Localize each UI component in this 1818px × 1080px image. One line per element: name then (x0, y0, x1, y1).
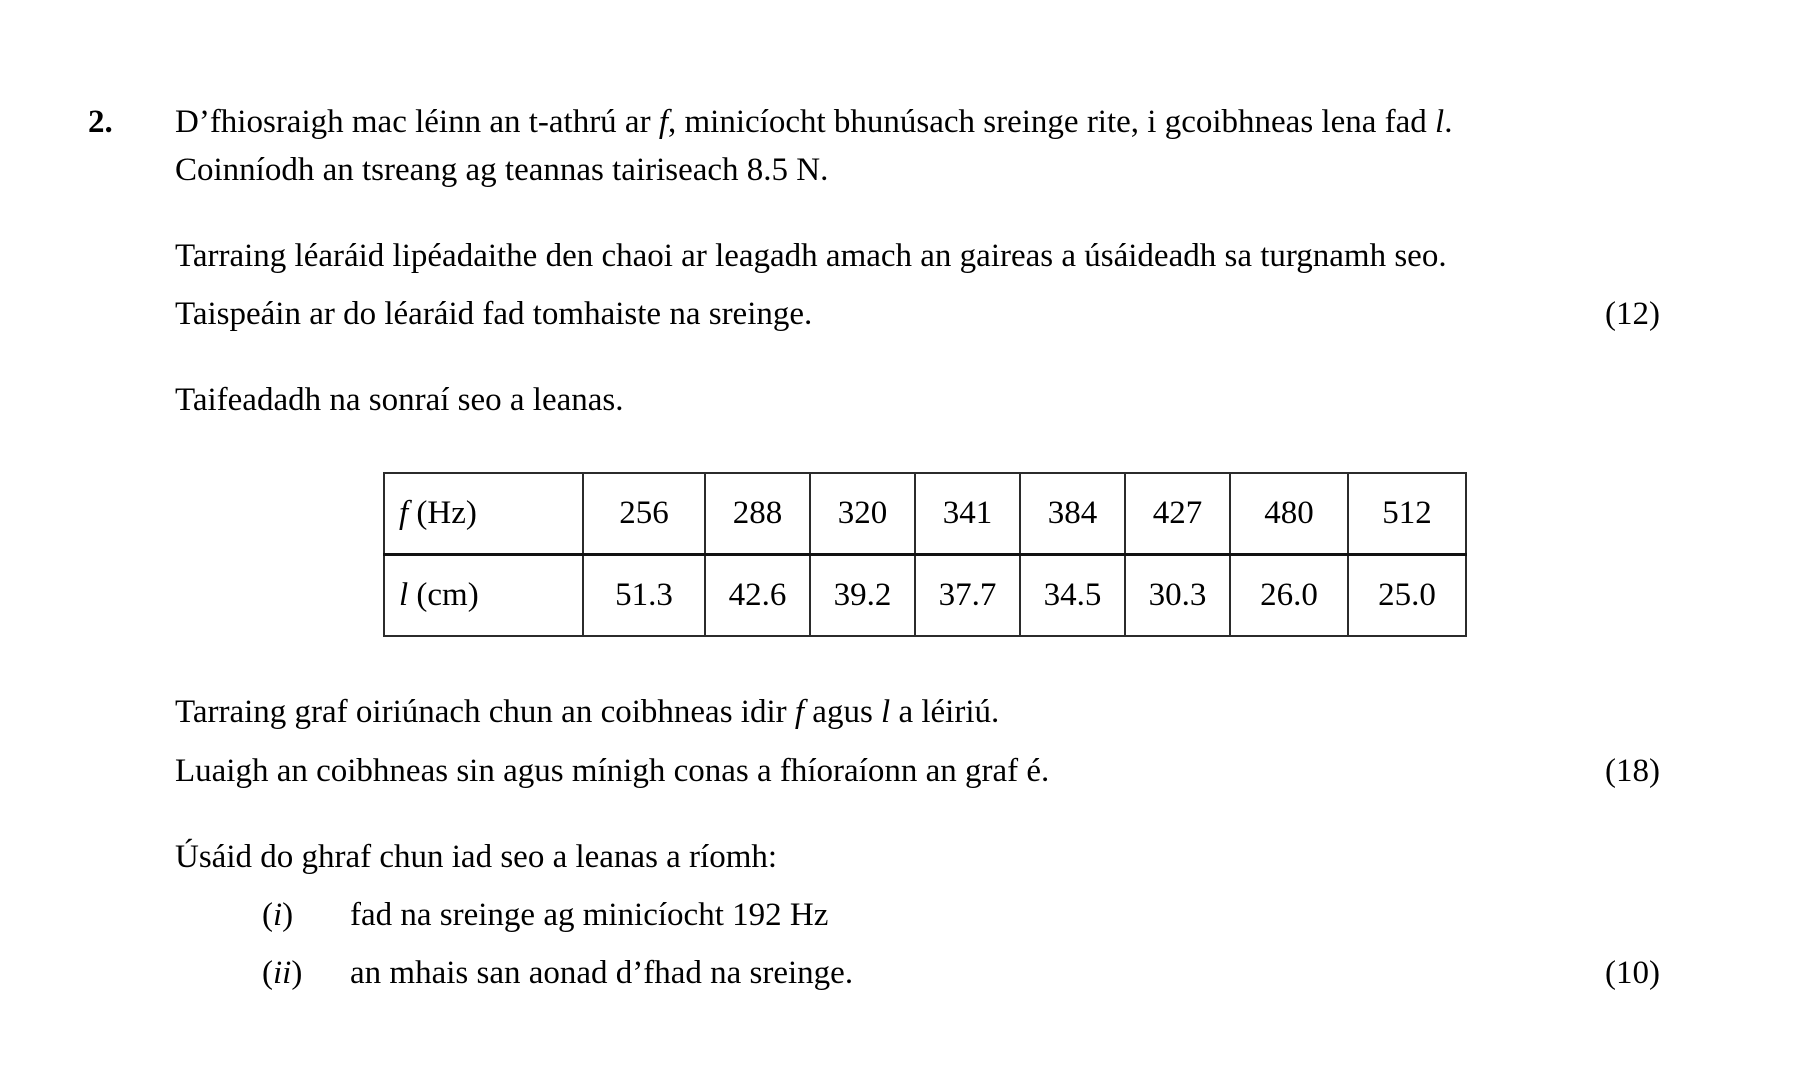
variable-f: f (399, 495, 409, 531)
paren: ) (291, 955, 303, 991)
part-c-item-text-ii: an mhais san aonad d’fhad na sreinge. (350, 955, 854, 991)
table-row-length (384, 555, 1466, 637)
row-label-length (384, 555, 583, 637)
table-cell: 25.0 (1348, 555, 1466, 637)
table-cell: 256 (583, 473, 705, 555)
variable-l: l (399, 577, 409, 613)
text-run: agus (804, 694, 882, 730)
table-cell: 480 (1230, 473, 1348, 555)
variable-l: l (881, 694, 891, 730)
part-c-marks: (10) (1605, 955, 1660, 991)
data-table (383, 472, 1467, 637)
question-intro-line2: Coinníodh an tsreang ag teannas tairiseach 8.5 N. (175, 152, 829, 188)
part-c-intro: Úsáid do ghraf chun iad seo a leanas a ríomh: (175, 839, 778, 875)
table-cell: 34.5 (1020, 555, 1125, 637)
data-intro: Taifeadadh na sonraí seo a leanas. (175, 382, 624, 418)
table-cell: 26.0 (1230, 555, 1348, 637)
table-row-frequency (384, 473, 1466, 555)
variable-f: f (794, 694, 805, 730)
part-c-item-label-ii (262, 953, 302, 993)
table-cell: 51.3 (583, 555, 705, 637)
table-cell: 37.7 (915, 555, 1020, 637)
table-cell: 427 (1125, 473, 1230, 555)
paren: ( (262, 955, 273, 991)
text-run: a léiriú. (890, 694, 1000, 730)
roman-numeral: ii (273, 955, 292, 991)
part-a-marks: (12) (1605, 296, 1660, 332)
question-number: 2. (88, 104, 113, 140)
text-run: , minicíocht bhunúsach sreinge rite, i gcoibhneas lena fad (668, 104, 1436, 140)
table-cell: 512 (1348, 473, 1466, 555)
table-cell: 320 (810, 473, 915, 555)
part-a-line2: Taispeáin ar do léaráid fad tomhaiste na sreinge. (175, 296, 813, 332)
text-run: . (1444, 104, 1453, 140)
table-cell: 39.2 (810, 555, 915, 637)
part-b-line1 (175, 692, 999, 732)
unit: (cm) (408, 577, 479, 613)
question-intro-line1 (175, 102, 1452, 142)
paren: ) (282, 897, 294, 933)
part-b-line2: Luaigh an coibhneas sin agus mínigh conas a fhíoraíonn an graf é. (175, 753, 1050, 789)
variable-l: l (1435, 104, 1445, 140)
part-a-line1: Tarraing léaráid lipéadaithe den chaoi ar leagadh amach an gaireas a úsáideadh sa turgnamh seo. (175, 238, 1447, 274)
table-cell: 42.6 (705, 555, 810, 637)
variable-f: f (658, 104, 668, 140)
part-c-item-text-i: fad na sreinge ag minicíocht 192 Hz (350, 897, 829, 933)
table-cell: 341 (915, 473, 1020, 555)
table-cell: 384 (1020, 473, 1125, 555)
roman-numeral: i (273, 897, 283, 933)
table-cell: 30.3 (1125, 555, 1230, 637)
table-cell: 288 (705, 473, 810, 555)
unit: (Hz) (408, 495, 477, 531)
part-c-item-label-i (262, 895, 293, 935)
text-run: D’fhiosraigh mac léinn an t-athrú ar (175, 104, 659, 140)
paren: ( (262, 897, 273, 933)
part-b-marks: (18) (1605, 753, 1660, 789)
text-run: Tarraing graf oiriúnach chun an coibhneas idir (175, 694, 795, 730)
row-label-frequency (384, 473, 583, 555)
